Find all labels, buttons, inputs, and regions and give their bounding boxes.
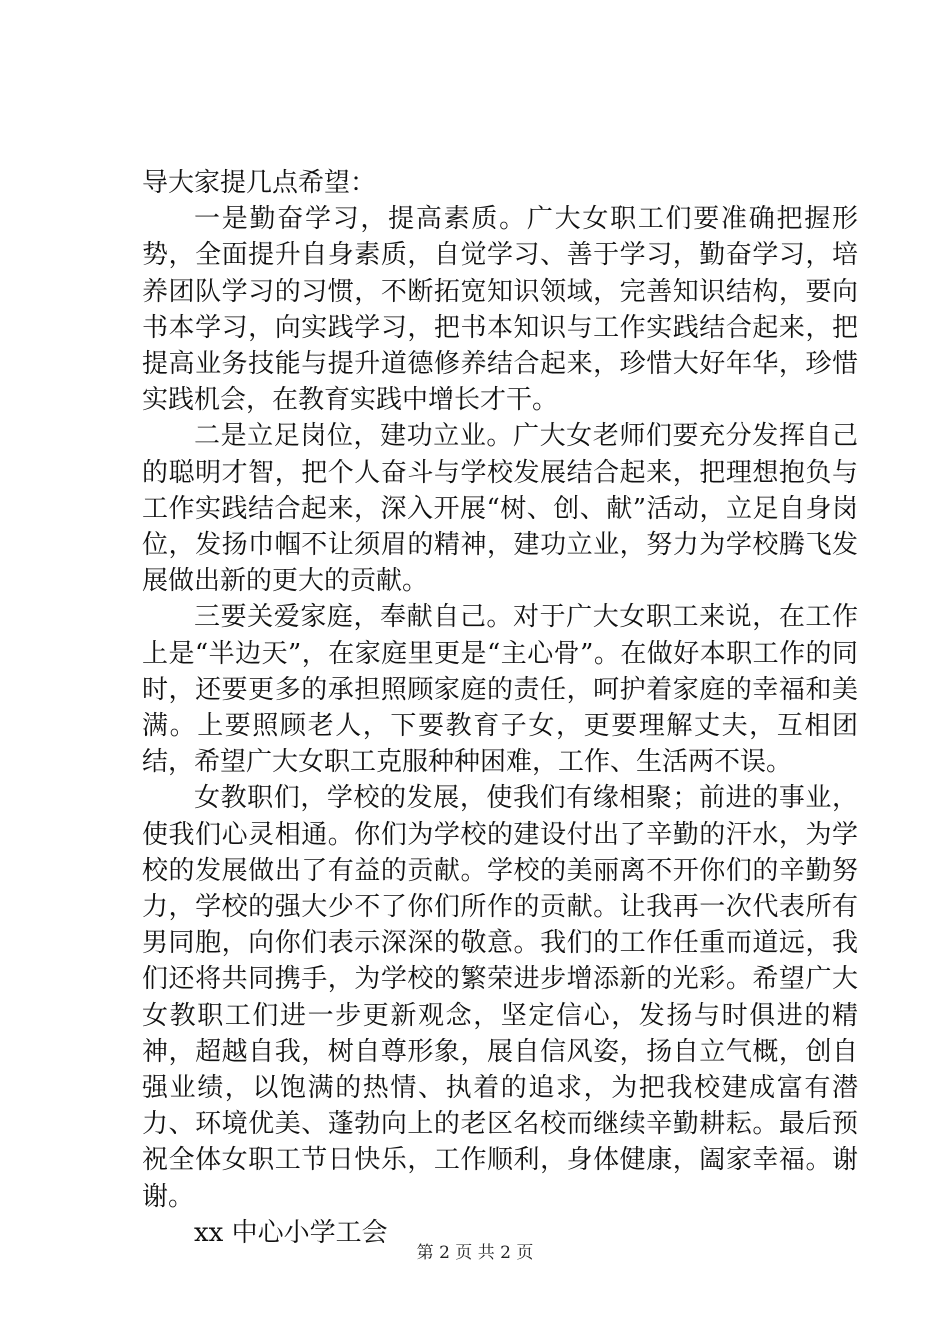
paragraph-continuation: 导大家提几点希望：	[142, 168, 377, 198]
document-body	[142, 165, 858, 1251]
paragraph-post: 二是立足岗位，建功立业。广大女老师们要充分发挥自己的聪明才智，把个人奋斗与学校发展结合起来，把理想抱负与工作实践结合起来，深入开展“树、创、献”活动，立足自身岗位，发扬巾帼不让须眉的精神，建功立业，努力为学校腾飞发展做出新的更大的贡献。	[142, 421, 858, 597]
signature: xx 中心小学工会	[194, 1217, 388, 1248]
paragraph-closing: 女教职们，学校的发展，使我们有缘相聚；前进的事业，使我们心灵相通。你们为学校的建设付出了辛勤的汗水，为学校的发展做出了有益的贡献。学校的美丽离不开你们的辛勤努力，学校的强大少不了你们所作的贡献。让我再一次代表所有男同胞，向你们表示深深的敬意。我们的工作任重而道远，我们还将共同携手，为学校的繁荣进步增添新的光彩。希望广大女教职工们进一步更新观念，坚定信心，发扬与时俱进的精神，超越自我，树自尊形象，展自信风姿，扬自立气概，创自强业绩，以饱满的热情、执着的追求，为把我校建成富有潜力、环境优美、蓬勃向上的老区名校而继续辛勤耕耘。最后预祝全体女职工节日快乐，工作顺利，身体健康，阖家幸福。谢谢。	[142, 783, 858, 1212]
paragraph-study: 一是勤奋学习，提高素质。广大女职工们要准确把握形势，全面提升自身素质，自觉学习、善于学习，勤奋学习，培养团队学习的习惯，不断拓宽知识领域，完善知识结构，要向书本学习，向实践学习，把书本知识与工作实践结合起来，把提高业务技能与提升道德修养结合起来，珍惜大好年华，珍惜实践机会，在教育实践中增长才干。	[142, 204, 858, 416]
paragraph-family: 三要关爱家庭，奉献自己。对于广大女职工来说，在工作上是“半边天”，在家庭里更是“主心骨”。在做好本职工作的同时，还要更多的承担照顾家庭的责任，呵护着家庭的幸福和美满。上要照顾老人，下要教育子女，更要理解丈夫，互相团结，希望广大女职工克服种种困难，工作、生活两不误。	[142, 602, 858, 778]
page-number-footer: 第 2 页 共 2 页	[416, 1243, 534, 1263]
